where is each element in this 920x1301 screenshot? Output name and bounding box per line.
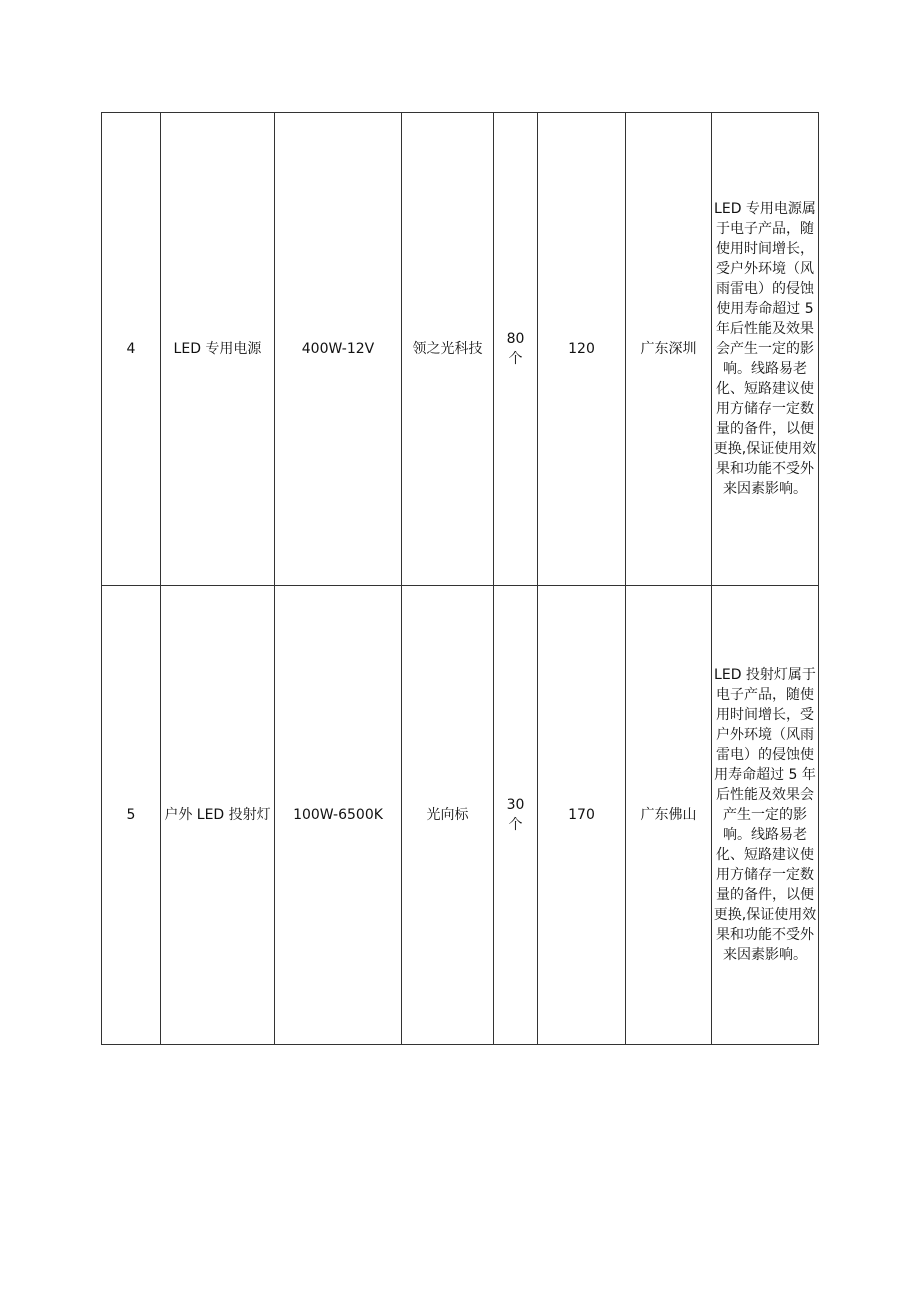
product-name: LED 专用电源 bbox=[161, 113, 275, 586]
remark: LED 专用电源属于电子产品，随使用时间增长，受户外环境（风雨雷电）的侵蚀使用寿命超过 5 年后性能及效果会产生一定的影响。线路易老化、短路建议使用方储存一定数量的备件，以便更换,保证使用效果和功能不受外来因素影响。 bbox=[712, 113, 819, 586]
quantity-value: 30 bbox=[506, 797, 525, 813]
quantity-value: 80 bbox=[506, 331, 525, 347]
origin: 广东深圳 bbox=[626, 113, 712, 586]
product-quantity bbox=[494, 113, 538, 586]
table-row bbox=[102, 586, 819, 1045]
table-row bbox=[102, 113, 819, 586]
row-number: 4 bbox=[102, 113, 161, 586]
quantity-unit: 个 bbox=[508, 817, 523, 833]
product-model: 100W-6500K bbox=[275, 586, 402, 1045]
row-number: 5 bbox=[102, 586, 161, 1045]
product-brand: 光向标 bbox=[402, 586, 494, 1045]
unit-price: 120 bbox=[538, 113, 626, 586]
product-model: 400W-12V bbox=[275, 113, 402, 586]
product-quantity bbox=[494, 586, 538, 1045]
product-name: 户外 LED 投射灯 bbox=[161, 586, 275, 1045]
equipment-table bbox=[101, 112, 819, 1045]
product-brand: 领之光科技 bbox=[402, 113, 494, 586]
unit-price: 170 bbox=[538, 586, 626, 1045]
quantity-unit: 个 bbox=[508, 351, 523, 367]
remark: LED 投射灯属于电子产品，随使用时间增长，受户外环境（风雨雷电）的侵蚀使用寿命超过 5 年后性能及效果会产生一定的影响。线路易老化、短路建议使用方储存一定数量的备件，以便更换,保证使用效果和功能不受外来因素影响。 bbox=[712, 586, 819, 1045]
origin: 广东佛山 bbox=[626, 586, 712, 1045]
